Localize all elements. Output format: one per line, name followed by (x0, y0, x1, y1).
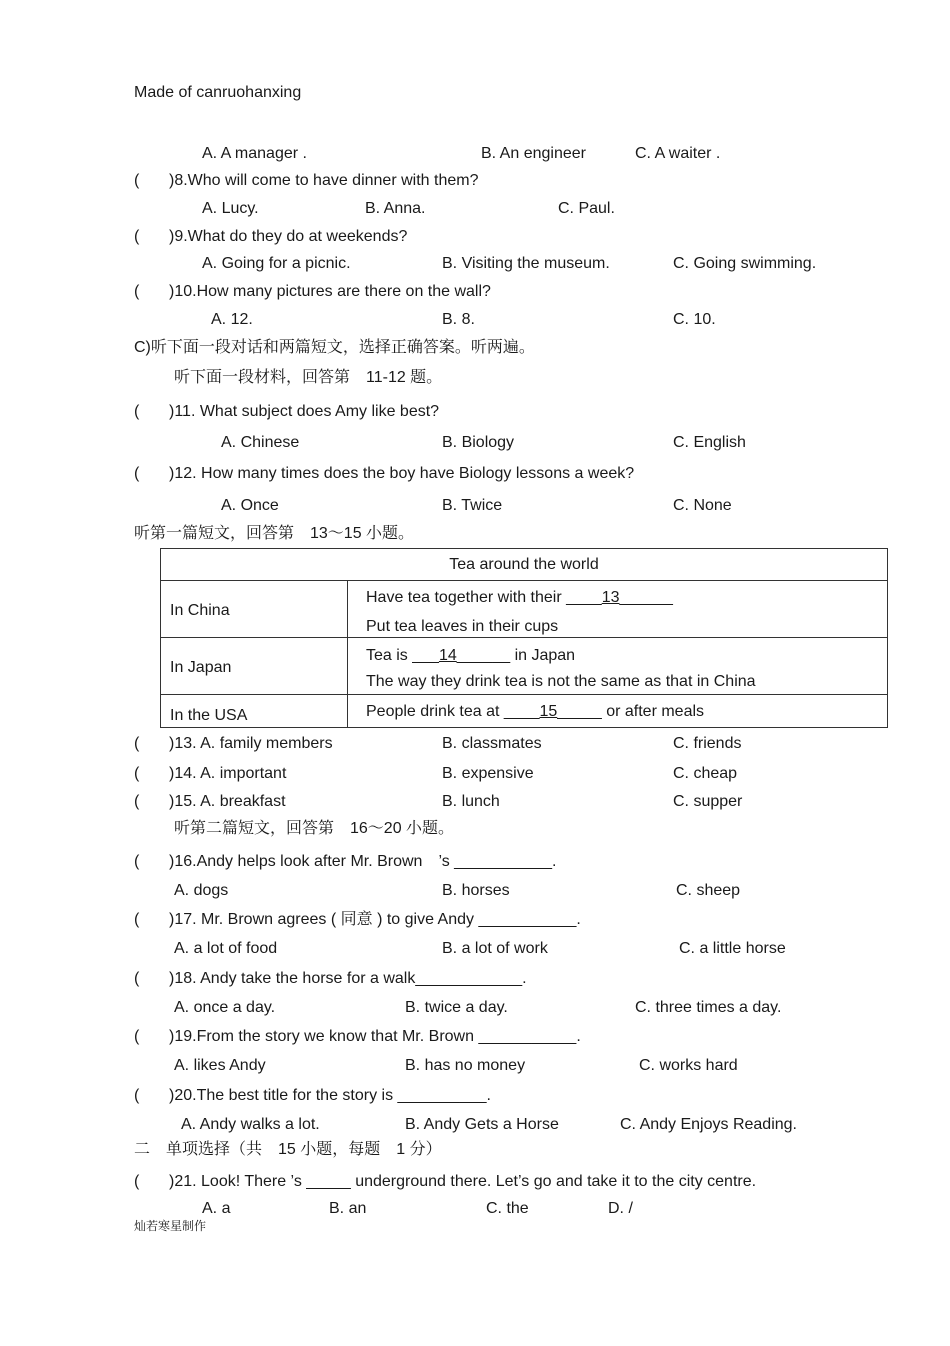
q11-option-a: A. Chinese (221, 434, 300, 451)
q16-paren: ( (134, 853, 140, 870)
q17-question: )17. Mr. Brown agrees ( 同意 ) to give Andy ___________. (169, 911, 581, 928)
table-row-content-cell (348, 695, 888, 728)
instruction-13-15: 听第一篇短文，回答第 13～15 小题。 (134, 525, 415, 542)
q14-option-c: C. cheap (673, 765, 738, 782)
q16-option-a: A. dogs (174, 882, 229, 899)
q16-option-b: B. horses (442, 882, 510, 899)
q19-paren: ( (134, 1028, 140, 1045)
q20-option-b: B. Andy Gets a Horse (405, 1116, 559, 1133)
q15-paren: ( (134, 793, 140, 810)
q17-option-c: C. a little horse (679, 940, 786, 957)
q9-paren: ( (134, 228, 140, 245)
q13-paren: ( (134, 735, 140, 752)
q9-question: )9.What do they do at weekends? (169, 228, 408, 245)
q9-option-a: A. Going for a picnic. (202, 255, 351, 272)
q18-paren: ( (134, 970, 140, 987)
row-china-line1 (366, 590, 673, 606)
blank-suffix: ______ in Japan (456, 647, 576, 664)
row-label-china: In China (170, 602, 230, 619)
q18-option-c: C. three times a day. (635, 999, 782, 1016)
q12-paren: ( (134, 465, 140, 482)
row-japan-line1 (366, 648, 575, 664)
q21-paren: ( (134, 1173, 140, 1190)
q19-option-c: C. works hard (639, 1057, 738, 1074)
table-title: Tea around the world (449, 556, 599, 573)
q15-option-b: B. lunch (442, 793, 500, 810)
q8-option-a: A. Lucy. (202, 200, 259, 217)
q10-question: )10.How many pictures are there on the wall? (169, 283, 491, 300)
q15-question: )15. A. breakfast (169, 793, 286, 810)
q12-option-b: B. Twice (442, 497, 503, 514)
blank-suffix: ______ (619, 589, 673, 606)
q10-option-a: A. 12. (211, 311, 253, 328)
q12-option-c: C. None (673, 497, 732, 514)
blank-15-number: 15 (539, 703, 558, 720)
q16-question: )16.Andy helps look after Mr. Brown ’s ___________. (169, 853, 557, 870)
q21-question: )21. Look! There ’s _____ underground there. Let’s go and take it to the city centre. (169, 1173, 757, 1190)
q8-option-b: B. Anna. (365, 200, 426, 217)
table-row-content-cell (348, 581, 888, 638)
q8-option-c: C. Paul. (558, 200, 615, 217)
q13-option-b: B. classmates (442, 735, 542, 752)
q9-option-b: B. Visiting the museum. (442, 255, 610, 272)
q8-question: )8.Who will come to have dinner with them? (169, 172, 479, 189)
blank-prefix: Have tea together with their ____ (366, 589, 602, 606)
q21-option-b: B. an (329, 1200, 367, 1217)
q14-option-b: B. expensive (442, 765, 534, 782)
q18-option-a: A. once a day. (174, 999, 276, 1016)
q10-option-c: C. 10. (673, 311, 716, 328)
section-2-heading: 二 单项选择（共 15 小题，每题 1 分） (134, 1141, 442, 1158)
row-china-line2: Put tea leaves in their cups (366, 618, 559, 635)
row-label-usa: In the USA (170, 707, 248, 724)
table-row-content-cell (348, 638, 888, 695)
q21-option-c: C. the (486, 1200, 529, 1217)
q20-paren: ( (134, 1087, 140, 1104)
table-row-label-cell (161, 695, 348, 728)
blank-14-number: 14 (438, 647, 457, 664)
table-title-cell (161, 549, 888, 581)
q20-question: )20.The best title for the story is __________. (169, 1087, 491, 1104)
q7-option-c: C. A waiter . (635, 145, 721, 162)
q10-option-b: B. 8. (442, 311, 475, 328)
q10-paren: ( (134, 283, 140, 300)
blank-prefix: People drink tea at ____ (366, 703, 540, 720)
blank-prefix: Tea is ___ (366, 647, 439, 664)
q19-option-a: A. likes Andy (174, 1057, 266, 1074)
q12-option-a: A. Once (221, 497, 279, 514)
q11-option-b: B. Biology (442, 434, 515, 451)
q11-paren: ( (134, 403, 140, 420)
q17-option-b: B. a lot of work (442, 940, 548, 957)
tea-table (160, 548, 888, 728)
q14-paren: ( (134, 765, 140, 782)
table-row-label-cell (161, 638, 348, 695)
q7-option-a: A. A manager . (202, 145, 307, 162)
q18-question: )18. Andy take the horse for a walk____________. (169, 970, 527, 987)
q11-option-c: C. English (673, 434, 746, 451)
q12-question: )12. How many times does the boy have Biology lessons a week? (169, 465, 635, 482)
q21-option-a: A. a (202, 1200, 231, 1217)
q13-question: )13. A. family members (169, 735, 333, 752)
q21-option-d: D. / (608, 1200, 633, 1217)
q19-option-b: B. has no money (405, 1057, 526, 1074)
row-usa-line1 (366, 704, 704, 720)
q15-option-c: C. supper (673, 793, 743, 810)
instruction-11-12: 听下面一段材料，回答第 11-12 题。 (174, 369, 443, 386)
q14-question: )14. A. important (169, 765, 287, 782)
q17-option-a: A. a lot of food (174, 940, 278, 957)
q17-paren: ( (134, 911, 140, 928)
q9-option-c: C. Going swimming. (673, 255, 817, 272)
row-japan-line2: The way they drink tea is not the same as that in China (366, 673, 756, 690)
section-c-heading: C)听下面一段对话和两篇短文，选择正确答案。听两遍。 (134, 339, 535, 356)
table-row-label-cell (161, 581, 348, 638)
q16-option-c: C. sheep (676, 882, 741, 899)
blank-suffix: _____ or after meals (557, 703, 705, 720)
blank-13-number: 13 (601, 589, 620, 606)
page-header: Made of canruohanxing (134, 84, 302, 101)
q8-paren: ( (134, 172, 140, 189)
q11-question: )11. What subject does Amy like best? (169, 403, 440, 420)
q19-question: )19.From the story we know that Mr. Brown ___________. (169, 1028, 581, 1045)
q7-option-b: B. An engineer (481, 145, 586, 162)
instruction-16-20: 听第二篇短文，回答第 16～20 小题。 (174, 820, 455, 837)
q13-option-c: C. friends (673, 735, 742, 752)
page-footer: 灿若寒星制作 (134, 1219, 207, 1233)
q18-option-b: B. twice a day. (405, 999, 508, 1016)
q20-option-c: C. Andy Enjoys Reading. (620, 1116, 797, 1133)
q20-option-a: A. Andy walks a lot. (181, 1116, 320, 1133)
row-label-japan: In Japan (170, 659, 232, 676)
